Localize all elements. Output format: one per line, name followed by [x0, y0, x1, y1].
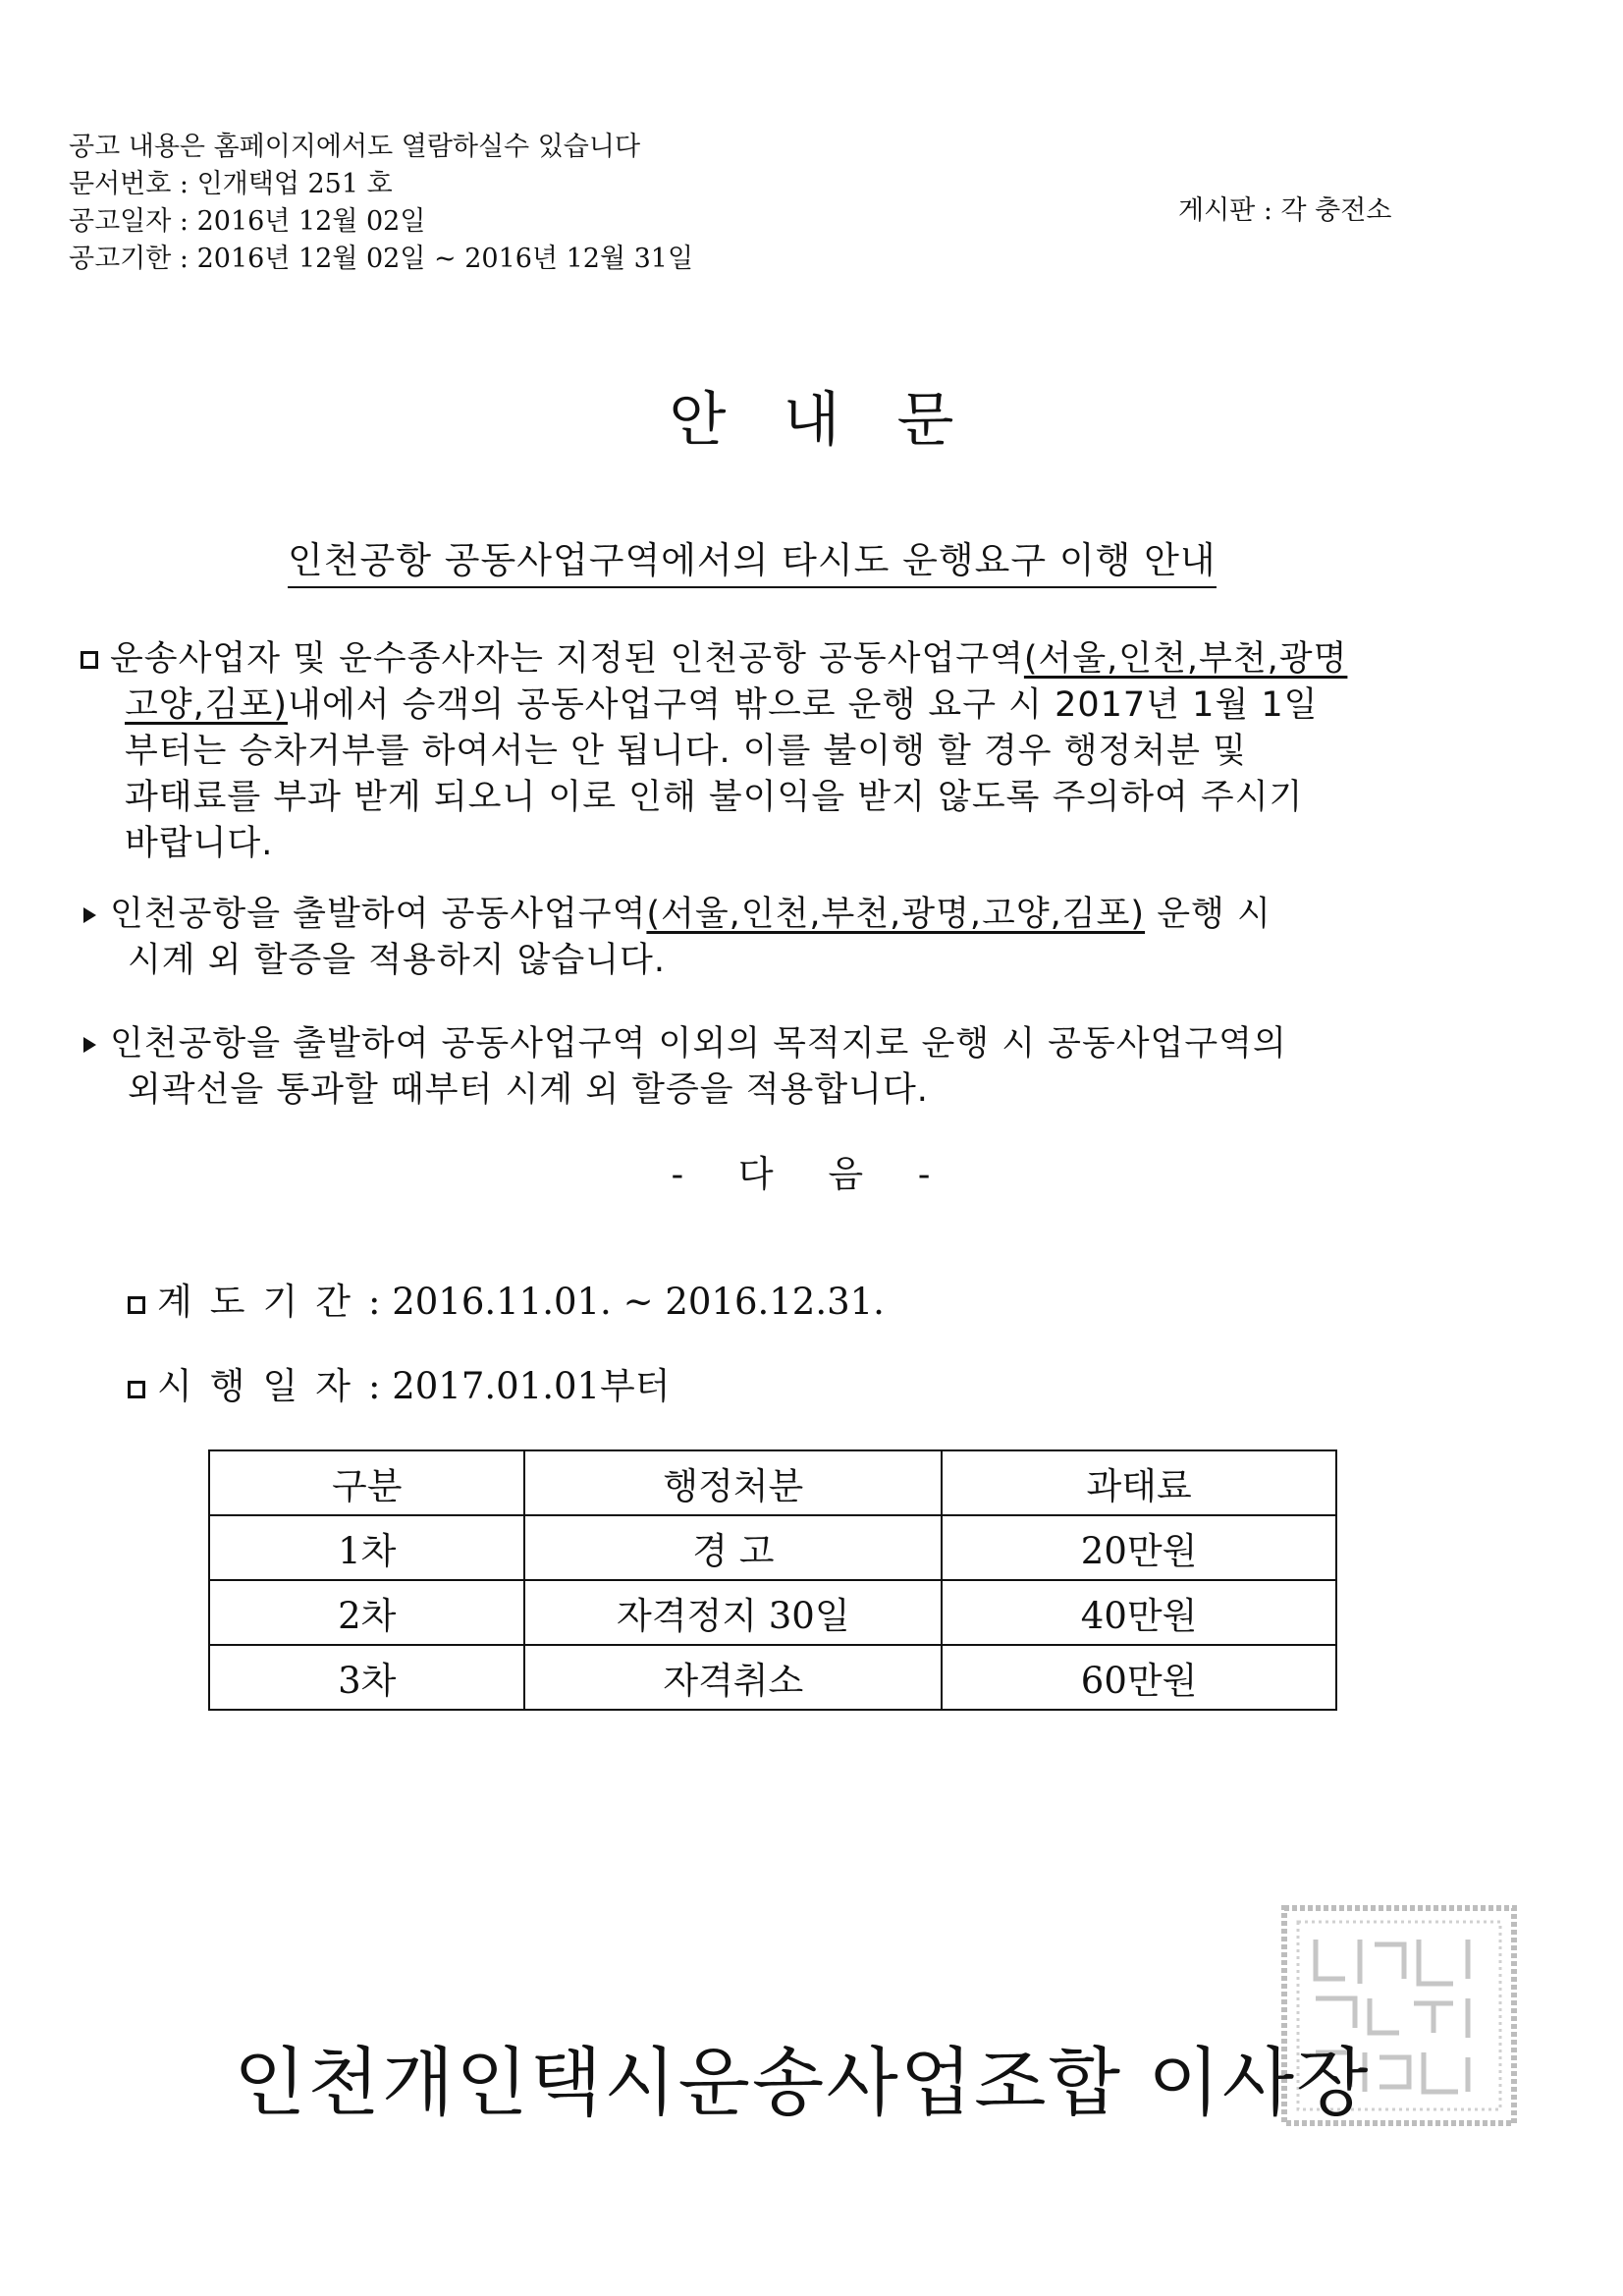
period-label: 계도기간	[157, 1281, 368, 1323]
bullet1-line-1-end: 운행 시	[1145, 895, 1271, 934]
sub-heading: - 다 음 -	[671, 1153, 952, 1195]
effective-value: : 2017.01.01부터	[367, 1365, 671, 1407]
document-subtitle: 인천공항 공동사업구역에서의 타시도 운행요구 이행 안내	[288, 530, 1217, 588]
penalty-table	[208, 1449, 1337, 1711]
notice-date: 공고일자 : 2016년 12월 02일	[69, 206, 426, 237]
table-header-row	[209, 1450, 1336, 1515]
bullet2-line-1: 인천공항을 출발하여 공동사업구역 이외의 목적지로 운행 시 공동사업구역의	[110, 1024, 1287, 1064]
notice-line-2-regions: 고양,김포)	[125, 685, 289, 725]
bullet1-line-1: 인천공항을 출발하여 공동사업구역	[110, 895, 647, 934]
checkbox-square-icon	[128, 1381, 145, 1398]
table-row	[209, 1580, 1336, 1645]
document-title: 안내문	[669, 386, 1011, 455]
table-header: 행정처분	[524, 1450, 942, 1515]
table-cell: 20만원	[942, 1515, 1336, 1580]
signatory: 인천개인택시운송사업조합 이사장	[234, 2039, 1371, 2126]
period-value: : 2016.11.01. ~ 2016.12.31.	[367, 1281, 885, 1323]
board-label: 게시판 : 각 충전소	[1178, 195, 1392, 226]
checkbox-square-icon	[81, 651, 98, 669]
bullet-item-1	[83, 892, 1271, 984]
effective-date	[128, 1356, 671, 1409]
notice-line-1-regions: (서울,인천,부천,광명	[1023, 639, 1348, 679]
effective-label: 시행일자	[157, 1365, 368, 1407]
notice-line-1: 운송사업자 및 운수종사자는 지정된 인천공항 공동사업구역	[110, 639, 1024, 679]
table-cell: 자격취소	[524, 1645, 942, 1710]
guidance-period	[128, 1272, 885, 1325]
table-cell: 경 고	[524, 1515, 942, 1580]
table-cell: 2차	[209, 1580, 524, 1645]
triangle-bullet-icon	[83, 1037, 96, 1053]
table-cell: 40만원	[942, 1580, 1336, 1645]
notice-line-5: 바랍니다.	[125, 824, 274, 863]
table-cell: 자격정지 30일	[524, 1580, 942, 1645]
table-header: 과태료	[942, 1450, 1336, 1515]
bullet-item-2	[83, 1021, 1287, 1114]
triangle-bullet-icon	[83, 907, 96, 923]
header-notice: 공고 내용은 홈페이지에서도 열람하실수 있습니다	[69, 132, 641, 162]
notice-line-3: 부터는 승차거부를 하여서는 안 됩니다. 이를 불이행 할 경우 행정처분 및	[125, 732, 1247, 771]
table-cell: 1차	[209, 1515, 524, 1580]
table-header: 구분	[209, 1450, 524, 1515]
table-cell: 60만원	[942, 1645, 1336, 1710]
notice-period: 공고기한 : 2016년 12월 02일 ~ 2016년 12월 31일	[69, 244, 694, 274]
checkbox-square-icon	[128, 1296, 145, 1314]
bullet1-regions: (서울,인천,부천,광명,고양,김포)	[646, 895, 1146, 934]
table-row	[209, 1645, 1336, 1710]
table-row	[209, 1515, 1336, 1580]
notice-paragraph	[81, 636, 1347, 867]
doc-number: 문서번호 : 인개택업 251 호	[69, 169, 393, 199]
bullet1-line-2: 시계 외 할증을 적용하지 않습니다.	[128, 941, 666, 980]
table-cell: 3차	[209, 1645, 524, 1710]
bullet2-line-2: 외곽선을 통과할 때부터 시계 외 할증을 적용합니다.	[128, 1070, 929, 1110]
notice-line-2: 내에서 승객의 공동사업구역 밖으로 운행 요구 시 2017년 1월 1일	[288, 685, 1319, 725]
notice-line-4: 과태료를 부과 받게 되오니 이로 인해 불이익을 받지 않도록 주의하여 주시기	[125, 778, 1304, 817]
